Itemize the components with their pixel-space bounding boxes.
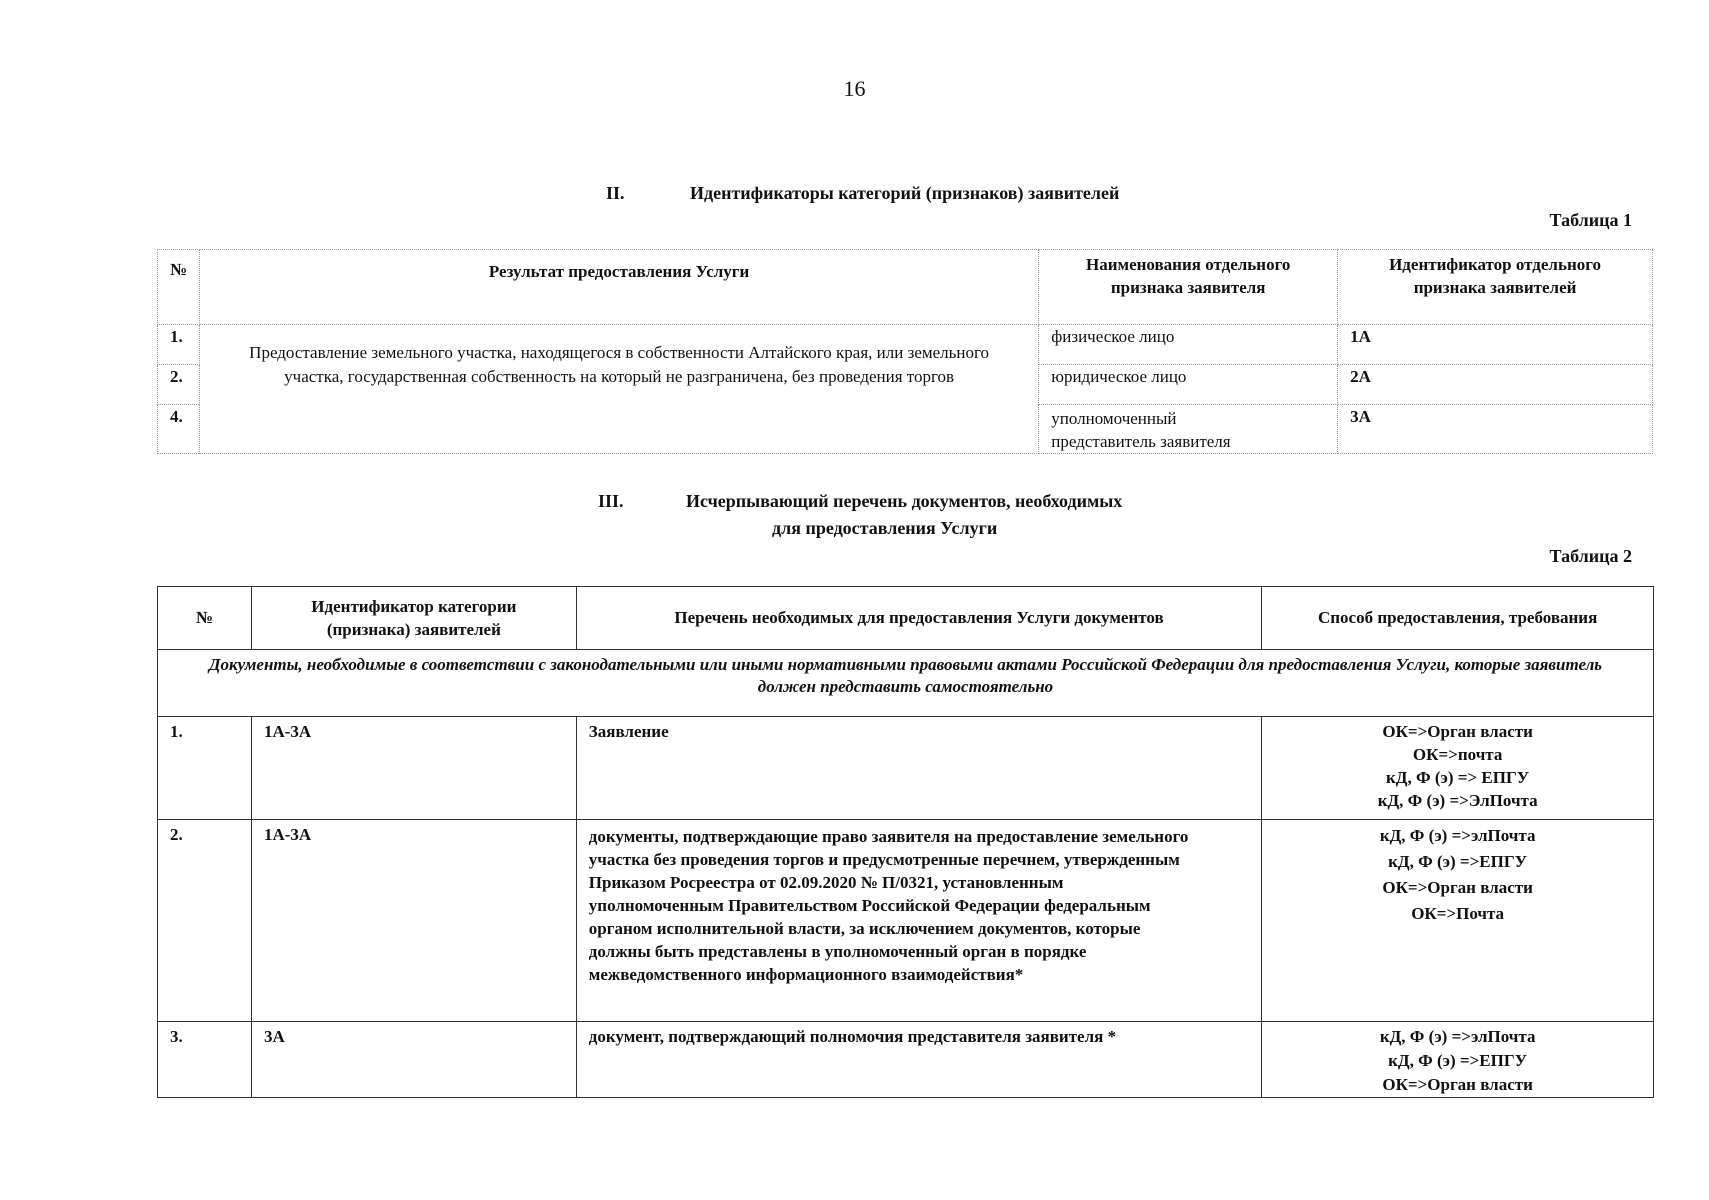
table-row	[158, 1022, 1654, 1098]
table-row	[158, 820, 1654, 1022]
method-item: кД, Ф (э) =>ЕПГУ	[1388, 852, 1528, 871]
t1-row-name: уполномоченный представитель заявителя	[1039, 405, 1338, 454]
t1-row-id: 3А	[1338, 405, 1653, 454]
t1-row-num: 4.	[158, 405, 200, 454]
t1-row-name: физическое лицо	[1039, 325, 1338, 365]
t1-header-result: Результат предоставления Услуги	[199, 250, 1038, 325]
t2-header-id: Идентификатор категории (признака) заявителей	[251, 587, 576, 650]
table-row	[158, 717, 1654, 820]
t2-row-doc: Заявление	[576, 717, 1262, 820]
t2-row-num: 1.	[158, 717, 252, 820]
t2-row-id: 3А	[251, 1022, 576, 1098]
method-item: ОК=>почта	[1412, 745, 1503, 764]
t1-header-id: Идентификатор отдельного признака заявителей	[1338, 250, 1653, 325]
t1-header-num: №	[158, 250, 200, 325]
method-item: ОК=>Орган власти	[1382, 1075, 1533, 1094]
t2-row-doc: документы, подтверждающие право заявителя на предоставление земельного участка без проведения торгов и предусмотренные перечнем, утвержденным Приказом Росреестра от 02.09.2020 № П/0321, установленным уполномоченным Правительством Российской Федерации федеральным органом исполнительной власти, за исключением документов, которые должны быть представлены в уполномоченный орган в порядке межведомственного информационного взаимодействия*	[576, 820, 1262, 1022]
page-number: 16	[843, 76, 866, 101]
t2-row-methods	[1262, 717, 1654, 820]
t2-row-doc: документ, подтверждающий полномочия представителя заявителя *	[576, 1022, 1262, 1098]
section-3-title-line-2: для предоставления Услуги	[772, 518, 998, 538]
section-2-title: Идентификаторы категорий (признаков) заявителей	[690, 183, 1120, 203]
t1-row-num: 1.	[158, 325, 200, 365]
table-row	[158, 325, 1653, 365]
method-item: кД, Ф (э) =>ЕПГУ	[1388, 1051, 1528, 1070]
t2-row-id: 1А-3А	[251, 820, 576, 1022]
method-item: кД, Ф (э) =>ЭлПочта	[1377, 791, 1538, 810]
t2-row-id: 1А-3А	[251, 717, 576, 820]
t2-row-num: 3.	[158, 1022, 252, 1098]
table-2-label: Таблица 2	[1549, 546, 1632, 566]
t2-header-num: №	[158, 587, 252, 650]
method-item: кД, Ф (э) => ЕПГУ	[1386, 768, 1530, 787]
method-item: ОК=>Почта	[1411, 904, 1505, 923]
t1-row-id: 1А	[1338, 325, 1653, 365]
table-1-label: Таблица 1	[1549, 210, 1632, 230]
t2-row-methods	[1262, 1022, 1654, 1098]
method-item: кД, Ф (э) =>элПочта	[1379, 1027, 1536, 1046]
t1-result-text: Предоставление земельного участка, находящегося в собственности Алтайского края, или земельного участка, государственная собственность на который не разграничена, без проведения торгов	[199, 325, 1038, 454]
t2-group-caption: Документы, необходимые в соответствии с законодательными или иными нормативными правовыми актами Российской Федерации для предоставления Услуги, которые заявитель должен представить самостоятельно	[158, 650, 1654, 717]
t2-row-methods	[1262, 820, 1654, 1022]
t1-row-num: 2.	[158, 365, 200, 405]
method-item: кД, Ф (э) =>элПочта	[1379, 826, 1536, 845]
table-1	[157, 249, 1653, 454]
section-3-number: III.	[598, 491, 624, 511]
section-2-number: II.	[606, 183, 625, 203]
t2-header-method: Способ предоставления, требования	[1262, 587, 1654, 650]
section-3-title-line-1: Исчерпывающий перечень документов, необходимых	[686, 491, 1123, 511]
t2-header-docs: Перечень необходимых для предоставления Услуги документов	[576, 587, 1262, 650]
method-item: ОК=>Орган власти	[1382, 878, 1533, 897]
t2-row-num: 2.	[158, 820, 252, 1022]
t1-row-name: юридическое лицо	[1039, 365, 1338, 405]
method-item: ОК=>Орган власти	[1382, 722, 1533, 741]
t1-row-id: 2А	[1338, 365, 1653, 405]
t1-header-name: Наименования отдельного признака заявителя	[1039, 250, 1338, 325]
table-2	[157, 586, 1654, 1098]
